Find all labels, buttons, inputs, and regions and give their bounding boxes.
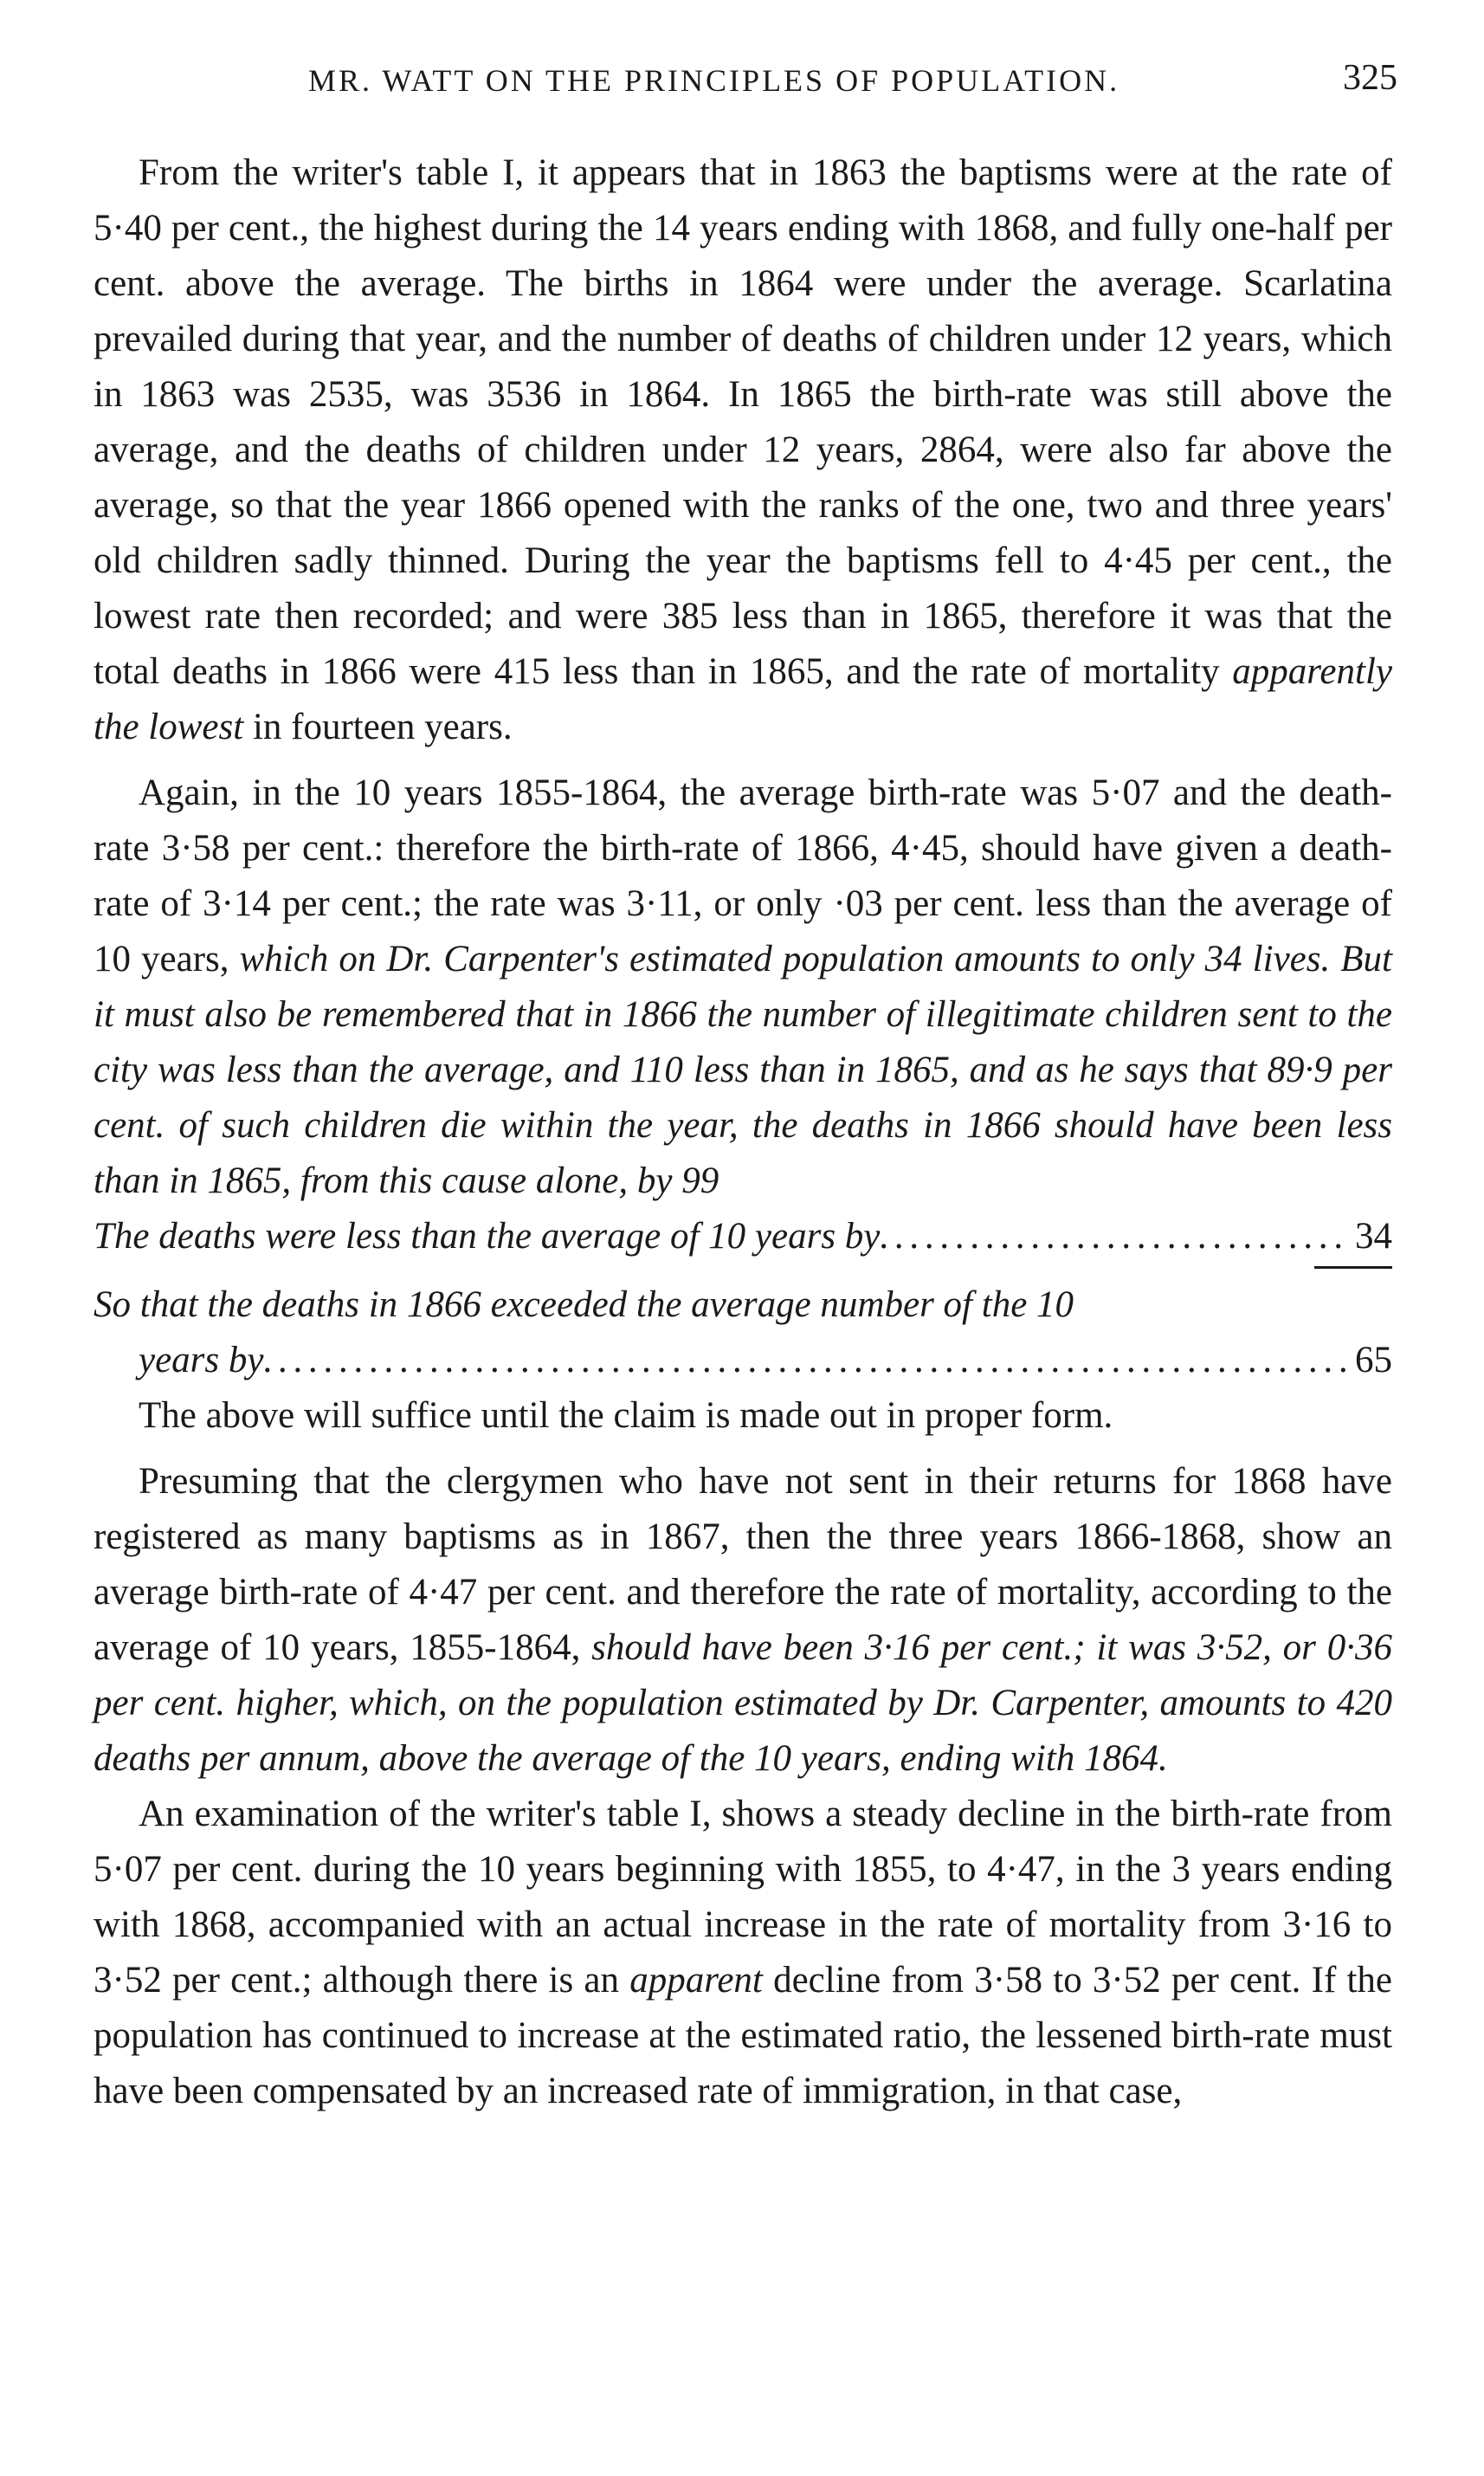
ledger-line-2 (94, 1333, 1392, 1388)
paragraph-4-roman-a: An examination of the writer's table I, shows a steady decline in the birth-rate from 5·07 per cent. during the 10 years beginning with 1855, to 4·47, in the 3 years ending with 1868, accompanied with an actual increase in the rate of mortality from 3·16 to 3·52 per cent.; although there is an (94, 1794, 1392, 2001)
ledger-line-2-a: So that the deaths in 1866 exceeded the average number of the 10 (94, 1284, 1074, 1325)
paragraph-4-italic: apparent (629, 1960, 763, 2001)
ledger-line-1 (94, 1209, 1392, 1264)
ledger-line-2-value: 65 (1355, 1340, 1392, 1380)
ledger-line-2-label: years by (139, 1340, 264, 1380)
paragraph-1 (94, 145, 1392, 755)
paragraph-2-value: 99 (681, 1160, 719, 1201)
paragraph-1-end: in fourteen years. (252, 707, 513, 747)
page-header (94, 57, 1397, 109)
paragraph-3 (94, 1454, 1392, 1787)
running-title: MR. WATT ON THE PRINCIPLES OF POPULATION. (308, 63, 1120, 98)
paragraph-3-roman: Presuming that the clergymen who have not sent in their returns for 1868 have registered as many baptisms as in 1867, then the three years 1866-1868, show an average birth-rate of 4·47 per cent. and therefore the rate of mortality, according to the average of 10 years, 1855-1864, (94, 1461, 1392, 1668)
paragraph-2 (94, 766, 1392, 1209)
paragraph-2-roman: Again, in the 10 years 1855-1864, the average birth-rate was 5·07 and the death-rate 3·58 per cent.: therefore the birth-rate of 1866, 4·45, should have given a death-rate of 3·14 per cent.; the rate was 3·11, or only ·03 per cent. less than the average of 10 years, (94, 773, 1392, 979)
page-number: 325 (1343, 58, 1397, 98)
ledger-line-1-label: The deaths were less than the average of 10 years by (94, 1216, 881, 1257)
ledger-line-1-dots (880, 1209, 1346, 1264)
paragraph-4-roman-b: decline from 3·58 to 3·52 per cent. If the population has continued to increase at the estimated ratio, the lessened birth-rate must have been compensated by an increased rate of immigration, in that case, (94, 1960, 1393, 2111)
ledger-rule (1314, 1266, 1392, 1269)
paragraph-1-italic: apparently the lowest (94, 651, 1392, 747)
paragraph-3-italic: should have been 3·16 per cent.; it was 3·52, or 0·36 per cent. higher, which, on the population estimated by Dr. Carpenter, amounts to 420 deaths per annum, above the average of the 10 years, ending with 1864. (94, 1627, 1392, 1779)
paragraph-2-italic: which on Dr. Carpenter's estimated population amounts to only 34 lives. But it must also be remembered that in 1866 the number of illegitimate children sent to the city was less than the average, and 110 less than in 1865, and as he says that 89·9 per cent. of such children die within the year, the deaths in 1866 should have been less than in 1865, from this cause alone, by (94, 939, 1392, 1201)
paragraph-4 (94, 1787, 1392, 2119)
body-text (94, 145, 1392, 2119)
ledger-line-2-dots (263, 1333, 1346, 1388)
ledger-line-1-value: 34 (1355, 1216, 1392, 1257)
ledger-after-text: The above will suffice until the claim is made out in proper form. (139, 1395, 1113, 1436)
paragraph-1-text: From the writer's table I, it appears that in 1863 the baptisms were at the rate of 5·40 per cent., the highest during the 14 years ending with 1868, and fully one-half per cent. above the average. The births in 1864 were under the average. Scarlatina prevailed during that year, and the number of deaths of children under 12 years, which in 1863 was 2535, was 3536 in 1864. In 1865 the birth-rate was still above the average, and the deaths of children under 12 years, 2864, were also far above the average, so that the year 1866 opened with the ranks of the one, two and three years' old children sadly thinned. During the year the baptisms fell to 4·45 per cent., the lowest rate then recorded; and were 385 less than in 1865, therefore it was that the total deaths in 1866 were 415 less than in 1865, and the rate of mortality (94, 152, 1392, 692)
